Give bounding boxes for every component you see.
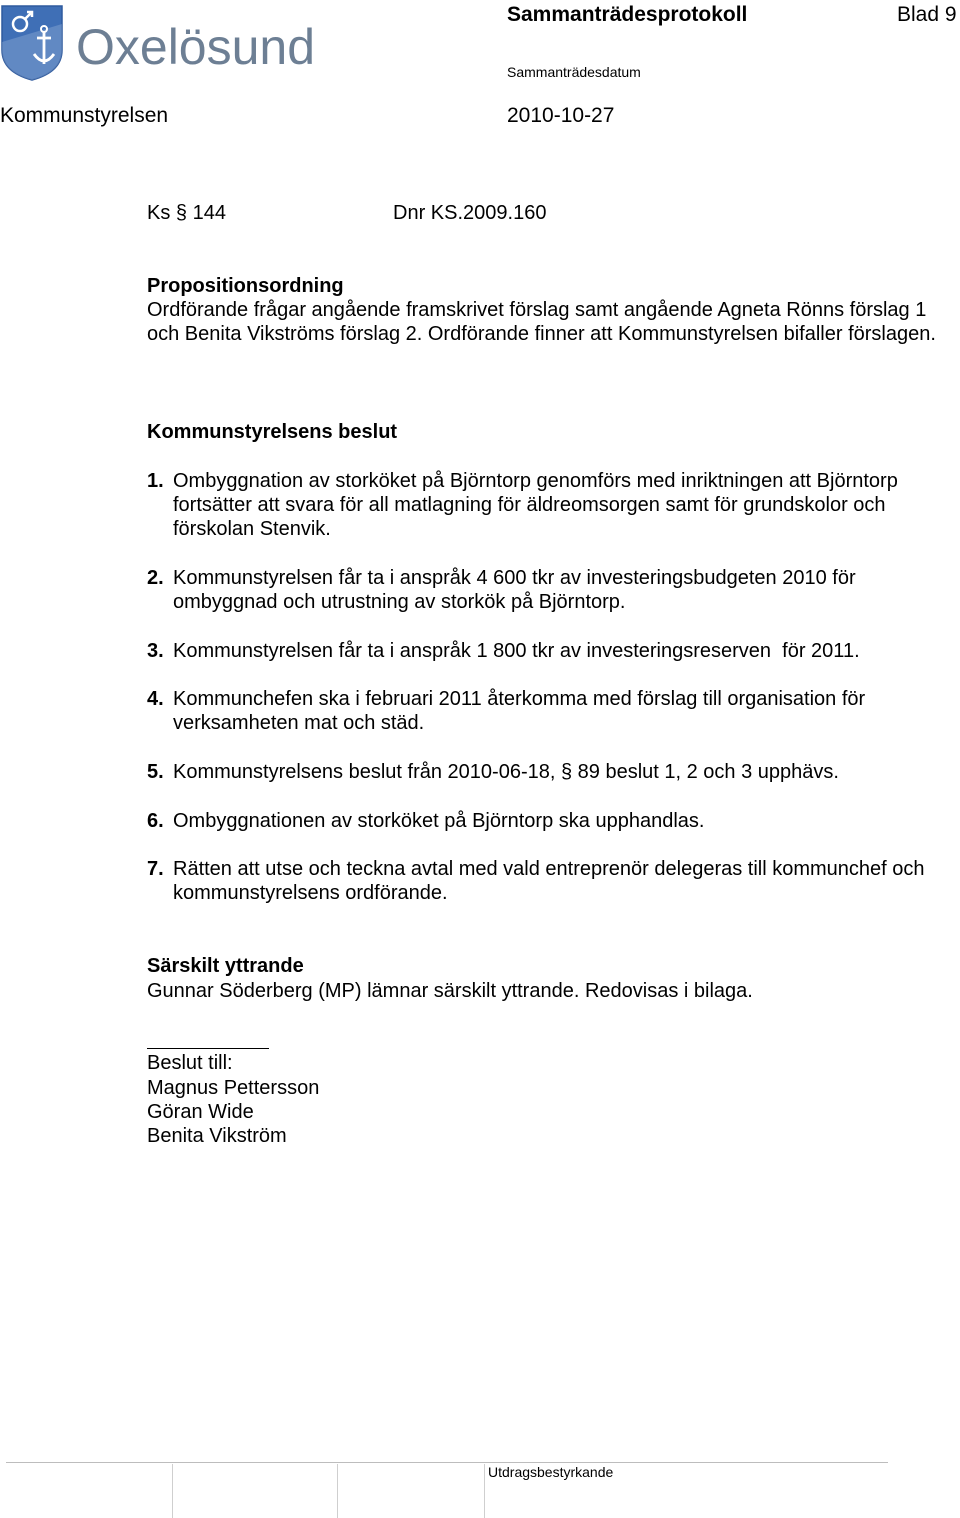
divider [147,1048,269,1049]
footer-certification-label: Utdragsbestyrkande [488,1464,614,1480]
footer-divider [172,1464,173,1518]
special-statement-text: Gunnar Söderberg (MP) lämnar särskilt yttrande. Redovisas i bilaga. [147,980,753,1002]
decision-item-text: Kommunchefen ska i februari 2011 återkomma med förslag till organisation för verksamheten mat och städ. [173,688,866,734]
decision-item [147,469,937,541]
decision-item [147,639,937,663]
decision-item-number: 3. [147,640,164,662]
decision-item-text: Kommunstyrelsen får ta i anspråk 4 600 tkr av investeringsbudgeten 2010 för ombyggnad och utrustning av storkök på Björntorp. [173,567,856,613]
oxelosund-logo [0,2,350,82]
decision-item-number: 5. [147,761,164,783]
decision-item-number: 6. [147,810,164,832]
document-type: Sammanträdesprotokoll [507,3,748,26]
logo-wordmark: Oxelösund [76,19,316,75]
decision-item-number: 1. [147,470,164,492]
decision-item-text: Kommunstyrelsens beslut från 2010-06-18, § 89 beslut 1, 2 och 3 upphävs. [173,761,839,783]
case-number: Ks § 144 [147,202,226,224]
decision-item-number: 2. [147,567,164,589]
decision-item [147,687,937,735]
footer-rule [6,1462,888,1463]
recipient: Göran Wide [147,1101,254,1123]
decision-item [147,566,937,614]
decision-item-number: 7. [147,858,164,880]
decision-item [147,809,937,833]
special-statement-heading: Särskilt yttrande [147,955,304,977]
page-number: Blad 9 [897,3,957,26]
decision-heading: Kommunstyrelsens beslut [147,421,398,443]
decision-item-text: Ombyggnation av storköket på Björntorp genomförs med inriktningen att Björntorp fortsätter att svara för all matlagning för äldreomsorgen samt för grundskolor och förskolan Stenvik. [173,470,898,540]
footer-divider [337,1464,338,1518]
diary-number: Dnr KS.2009.160 [393,202,547,224]
propositionsordning-heading: Propositionsordning [147,275,344,297]
recipient: Magnus Pettersson [147,1077,320,1099]
footer-divider [484,1464,485,1518]
decision-item-text: Kommunstyrelsen får ta i anspråk 1 800 tkr av investeringsreserven för 2011. [173,640,860,662]
meeting-date: 2010-10-27 [507,104,615,127]
decision-item [147,760,937,784]
meeting-date-label: Sammanträdesdatum [507,64,641,80]
propositionsordning-text: Ordförande frågar angående framskrivet förslag samt angående Agneta Rönns förslag 1 och Benita Vikströms förslag 2. Ordförande finner att Kommunstyrelsen bifaller förslagen. [147,299,936,345]
decision-sent-to-label: Beslut till: [147,1052,233,1074]
decision-item-number: 4. [147,688,164,710]
decision-item-text: Ombyggnationen av storköket på Björntorp ska upphandlas. [173,810,705,832]
body-name: Kommunstyrelsen [0,104,169,127]
footer-signature-box [0,1462,960,1518]
decision-item-text: Rätten att utse och teckna avtal med vald entreprenör delegeras till kommunchef och kommunstyrelsens ordförande. [173,858,925,904]
coat-of-arms-icon [2,6,62,80]
decision-item [147,857,937,905]
recipient: Benita Vikström [147,1125,287,1147]
